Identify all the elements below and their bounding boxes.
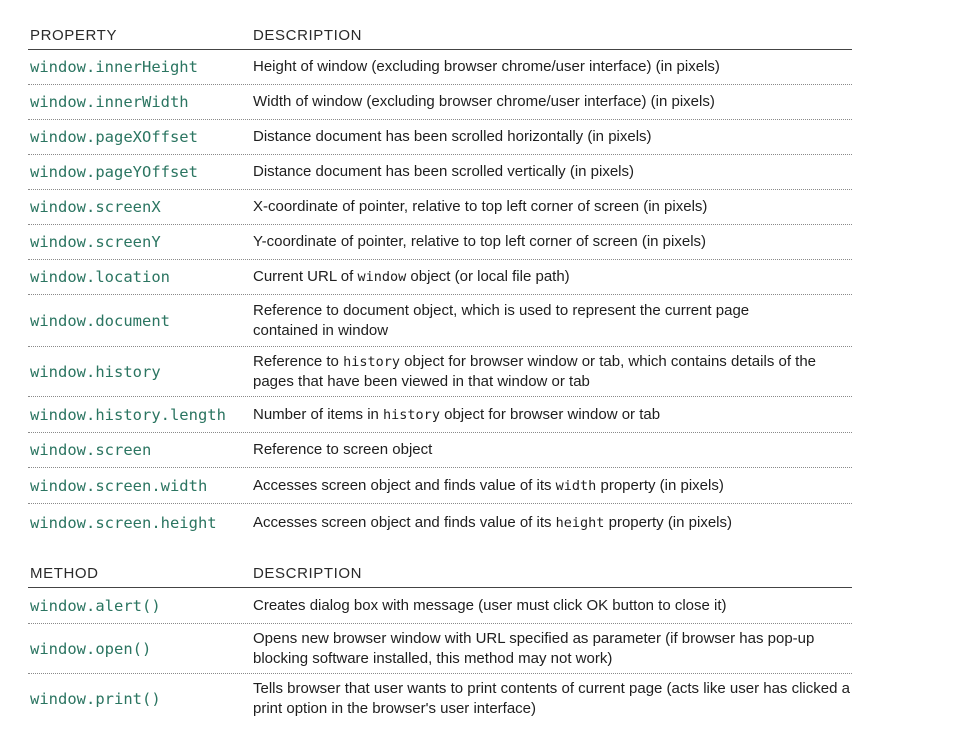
property-description: Distance document has been scrolled vertically (in pixels): [253, 163, 635, 180]
property-description: Accesses screen object and finds value of its width property (in pixels): [253, 476, 724, 494]
inline-code: history: [343, 353, 400, 370]
inline-code: history: [383, 406, 440, 423]
method-table: [28, 562, 852, 724]
property-description: Reference to document object, which is used to represent the current page contained in window: [253, 301, 750, 339]
description-column-header: DESCRIPTION: [253, 565, 363, 582]
property-description: Accesses screen object and finds value of its height property (in pixels): [253, 513, 732, 531]
property-column-header: PROPERTY: [30, 27, 118, 44]
property-name: window.history: [30, 362, 161, 381]
table-row: [28, 260, 852, 295]
method-rows: [28, 588, 852, 724]
property-rows: [28, 50, 852, 541]
property-description: Width of window (excluding browser chrome/user interface) (in pixels): [253, 93, 715, 110]
property-description: Reference to history object for browser window or tab, which contains details of the pages that have been viewed in that window or tab: [253, 352, 817, 390]
inline-code: screen: [321, 513, 367, 531]
inline-code: window: [357, 269, 407, 285]
property-table-header: [28, 20, 852, 50]
inline-code: height: [555, 514, 605, 531]
method-name: window.print(): [30, 690, 161, 708]
property-name: window.innerHeight: [30, 58, 198, 76]
property-name: window.screenY: [30, 233, 161, 251]
property-name: window.location: [30, 268, 170, 286]
method-description: Tells browser that user wants to print contents of current page (acts like user has clicked a print option in the browser's user interface): [253, 680, 850, 717]
property-name: window.screen.width: [30, 476, 208, 495]
inline-code: width: [555, 477, 597, 494]
table-row: [28, 225, 852, 260]
table-row: [28, 504, 852, 541]
table-row: [28, 468, 852, 504]
property-name: window.pageXOffset: [30, 128, 198, 146]
method-column-header: METHOD: [30, 565, 99, 582]
table-row: [28, 674, 852, 724]
property-description: Distance document has been scrolled horizontally (in pixels): [253, 128, 652, 145]
property-description: Height of window (excluding browser chrome/user interface) (in pixels): [253, 58, 720, 75]
table-row: [28, 624, 852, 674]
table-row: [28, 120, 852, 155]
property-name: window.pageYOffset: [30, 163, 198, 181]
property-name: window.screenX: [30, 198, 161, 216]
property-description: Y-coordinate of pointer, relative to top left corner of screen (in pixels): [253, 233, 707, 250]
table-row: [28, 155, 852, 190]
method-description: Creates dialog box with message (user must click OK button to close it): [253, 596, 727, 614]
property-name: window.document: [30, 311, 170, 330]
property-description: Reference to screen object: [253, 441, 433, 458]
property-table: [28, 20, 852, 541]
method-description: Opens new browser window with URL specified as parameter (if browser has pop-up blocking software installed, this method may not work): [253, 629, 815, 667]
table-row: [28, 347, 852, 397]
inline-code: screen: [321, 476, 367, 494]
table-row: [28, 433, 852, 468]
table-row: [28, 85, 852, 120]
table-row: [28, 295, 852, 347]
property-description: Number of items in history object for browser window or tab: [253, 405, 661, 423]
method-table-header: [28, 562, 852, 588]
inline-code: screen: [343, 441, 389, 458]
table-row: [28, 588, 852, 624]
description-column-header: DESCRIPTION: [253, 27, 363, 44]
inline-code: document: [343, 301, 409, 319]
property-name: window.screen.height: [30, 513, 217, 532]
property-name: window.screen: [30, 441, 152, 459]
table-row: [28, 190, 852, 225]
method-name: window.open(): [30, 639, 152, 658]
property-name: window.history.length: [30, 405, 226, 424]
table-row: [28, 50, 852, 85]
method-name: window.alert(): [30, 596, 161, 615]
property-description: Current URL of window object (or local file path): [253, 268, 570, 285]
property-name: window.innerWidth: [30, 93, 189, 111]
property-description: X-coordinate of pointer, relative to top left corner of screen (in pixels): [253, 198, 708, 215]
table-row: [28, 397, 852, 433]
